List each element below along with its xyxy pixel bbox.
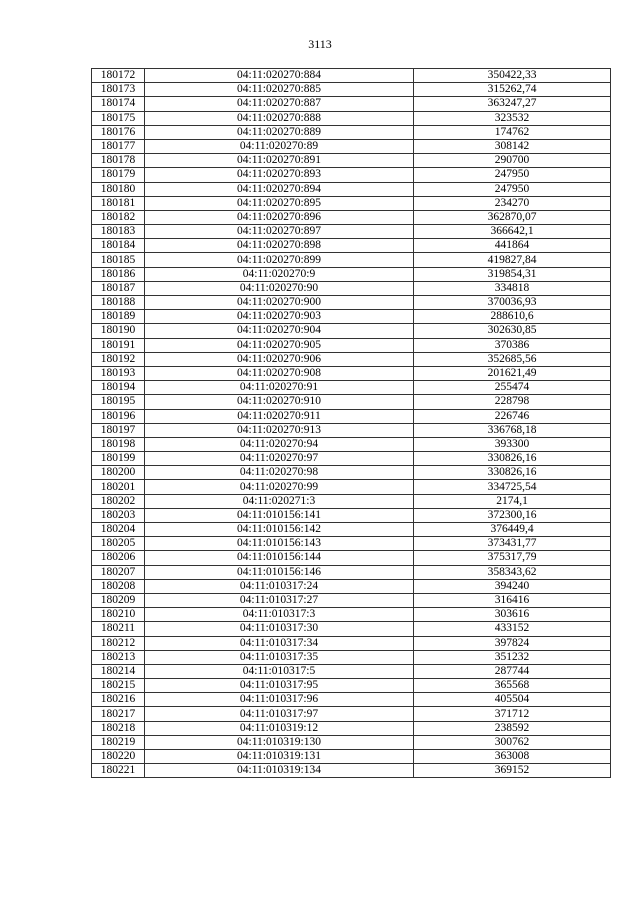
- row-number-cell: 180192: [92, 352, 145, 366]
- cadastral-number-cell: 04:11:010317:24: [145, 579, 414, 593]
- table-row: [92, 693, 611, 707]
- value-cell: 316416: [414, 593, 611, 607]
- value-cell: 397824: [414, 636, 611, 650]
- value-cell: 372300,16: [414, 508, 611, 522]
- row-number-cell: 180180: [92, 182, 145, 196]
- table-row: [92, 239, 611, 253]
- cadastral-number-cell: 04:11:020270:913: [145, 423, 414, 437]
- value-cell: 234270: [414, 196, 611, 210]
- value-cell: 323532: [414, 111, 611, 125]
- cadastral-number-cell: 04:11:020270:906: [145, 352, 414, 366]
- cadastral-number-cell: 04:11:010156:141: [145, 508, 414, 522]
- value-cell: 315262,74: [414, 83, 611, 97]
- table-row: [92, 125, 611, 139]
- value-cell: 358343,62: [414, 565, 611, 579]
- value-cell: 334818: [414, 281, 611, 295]
- value-cell: 201621,49: [414, 366, 611, 380]
- cadastral-number-cell: 04:11:020270:98: [145, 466, 414, 480]
- table-row: [92, 650, 611, 664]
- cadastral-number-cell: 04:11:020270:889: [145, 125, 414, 139]
- table-row: [92, 154, 611, 168]
- cadastral-number-cell: 04:11:020270:895: [145, 196, 414, 210]
- row-number-cell: 180187: [92, 281, 145, 295]
- value-cell: 290700: [414, 154, 611, 168]
- cadastral-number-cell: 04:11:010317:27: [145, 593, 414, 607]
- value-cell: 363008: [414, 750, 611, 764]
- cadastral-number-cell: 04:11:020270:903: [145, 310, 414, 324]
- row-number-cell: 180193: [92, 366, 145, 380]
- table-row: [92, 508, 611, 522]
- row-number-cell: 180211: [92, 622, 145, 636]
- row-number-cell: 180198: [92, 437, 145, 451]
- table-row: [92, 338, 611, 352]
- value-cell: 363247,27: [414, 97, 611, 111]
- cadastral-number-cell: 04:11:020270:887: [145, 97, 414, 111]
- row-number-cell: 180214: [92, 664, 145, 678]
- value-cell: 334725,54: [414, 480, 611, 494]
- cadastral-number-cell: 04:11:020270:893: [145, 168, 414, 182]
- row-number-cell: 180183: [92, 225, 145, 239]
- cadastral-number-cell: 04:11:020270:97: [145, 452, 414, 466]
- row-number-cell: 180220: [92, 750, 145, 764]
- table-row: [92, 664, 611, 678]
- row-number-cell: 180190: [92, 324, 145, 338]
- cadastral-number-cell: 04:11:010319:12: [145, 721, 414, 735]
- value-cell: 255474: [414, 381, 611, 395]
- row-number-cell: 180173: [92, 83, 145, 97]
- table-row: [92, 735, 611, 749]
- cadastral-number-cell: 04:11:010156:142: [145, 523, 414, 537]
- cadastral-number-cell: 04:11:020271:3: [145, 494, 414, 508]
- table-row: [92, 636, 611, 650]
- cadastral-number-cell: 04:11:010156:143: [145, 537, 414, 551]
- value-cell: 369152: [414, 764, 611, 778]
- table-row: [92, 437, 611, 451]
- cadastral-number-cell: 04:11:020270:99: [145, 480, 414, 494]
- row-number-cell: 180177: [92, 139, 145, 153]
- row-number-cell: 180210: [92, 608, 145, 622]
- table-row: [92, 494, 611, 508]
- table-row: [92, 622, 611, 636]
- value-cell: 247950: [414, 182, 611, 196]
- row-number-cell: 180176: [92, 125, 145, 139]
- value-cell: 405504: [414, 693, 611, 707]
- value-cell: 393300: [414, 437, 611, 451]
- table-row: [92, 523, 611, 537]
- table-row: [92, 83, 611, 97]
- row-number-cell: 180218: [92, 721, 145, 735]
- value-cell: 319854,31: [414, 267, 611, 281]
- table-row: [92, 324, 611, 338]
- table-row: [92, 480, 611, 494]
- row-number-cell: 180216: [92, 693, 145, 707]
- cadastral-number-cell: 04:11:010317:5: [145, 664, 414, 678]
- row-number-cell: 180213: [92, 650, 145, 664]
- row-number-cell: 180188: [92, 296, 145, 310]
- row-number-cell: 180182: [92, 210, 145, 224]
- value-cell: 350422,33: [414, 69, 611, 83]
- table-row: [92, 409, 611, 423]
- row-number-cell: 180185: [92, 253, 145, 267]
- cadastral-number-cell: 04:11:010317:30: [145, 622, 414, 636]
- row-number-cell: 180201: [92, 480, 145, 494]
- table-row: [92, 225, 611, 239]
- row-number-cell: 180178: [92, 154, 145, 168]
- value-cell: 300762: [414, 735, 611, 749]
- value-cell: 247950: [414, 168, 611, 182]
- row-number-cell: 180174: [92, 97, 145, 111]
- value-cell: 419827,84: [414, 253, 611, 267]
- table-row: [92, 764, 611, 778]
- table-row: [92, 69, 611, 83]
- cadastral-number-cell: 04:11:010319:134: [145, 764, 414, 778]
- value-cell: 228798: [414, 395, 611, 409]
- value-cell: 370386: [414, 338, 611, 352]
- row-number-cell: 180202: [92, 494, 145, 508]
- cadastral-number-cell: 04:11:020270:884: [145, 69, 414, 83]
- table-row: [92, 537, 611, 551]
- cadastral-number-cell: 04:11:020270:910: [145, 395, 414, 409]
- table-row: [92, 296, 611, 310]
- cadastral-number-cell: 04:11:010156:144: [145, 551, 414, 565]
- table-row: [92, 139, 611, 153]
- cadastral-number-cell: 04:11:020270:905: [145, 338, 414, 352]
- value-cell: 174762: [414, 125, 611, 139]
- table-row: [92, 395, 611, 409]
- table-row: [92, 310, 611, 324]
- value-cell: 366642,1: [414, 225, 611, 239]
- table-row: [92, 97, 611, 111]
- cadastral-number-cell: 04:11:020270:94: [145, 437, 414, 451]
- value-cell: 288610,6: [414, 310, 611, 324]
- cadastral-number-cell: 04:11:020270:90: [145, 281, 414, 295]
- value-cell: 394240: [414, 579, 611, 593]
- value-cell: 370036,93: [414, 296, 611, 310]
- cadastral-number-cell: 04:11:010317:97: [145, 707, 414, 721]
- cadastral-number-cell: 04:11:020270:894: [145, 182, 414, 196]
- row-number-cell: 180207: [92, 565, 145, 579]
- cadastral-number-cell: 04:11:020270:898: [145, 239, 414, 253]
- row-number-cell: 180221: [92, 764, 145, 778]
- value-cell: 238592: [414, 721, 611, 735]
- cadastral-number-cell: 04:11:010319:130: [145, 735, 414, 749]
- value-cell: 302630,85: [414, 324, 611, 338]
- cadastral-number-cell: 04:11:020270:904: [145, 324, 414, 338]
- row-number-cell: 180205: [92, 537, 145, 551]
- cadastral-number-cell: 04:11:020270:899: [145, 253, 414, 267]
- value-cell: 2174,1: [414, 494, 611, 508]
- table-row: [92, 210, 611, 224]
- row-number-cell: 180191: [92, 338, 145, 352]
- value-cell: 303616: [414, 608, 611, 622]
- table-row: [92, 196, 611, 210]
- table-row: [92, 551, 611, 565]
- value-cell: 371712: [414, 707, 611, 721]
- table-row: [92, 352, 611, 366]
- table-row: [92, 608, 611, 622]
- cadastral-number-cell: 04:11:020270:91: [145, 381, 414, 395]
- table-row: [92, 366, 611, 380]
- table-row: [92, 579, 611, 593]
- table-row: [92, 721, 611, 735]
- table-row: [92, 679, 611, 693]
- row-number-cell: 180189: [92, 310, 145, 324]
- table-row: [92, 423, 611, 437]
- table-row: [92, 182, 611, 196]
- table-row: [92, 466, 611, 480]
- row-number-cell: 180175: [92, 111, 145, 125]
- row-number-cell: 180184: [92, 239, 145, 253]
- cadastral-number-cell: 04:11:020270:888: [145, 111, 414, 125]
- row-number-cell: 180186: [92, 267, 145, 281]
- cadastral-number-cell: 04:11:020270:908: [145, 366, 414, 380]
- page-number: 3113: [308, 37, 332, 51]
- row-number-cell: 180179: [92, 168, 145, 182]
- table-row: [92, 593, 611, 607]
- row-number-cell: 180199: [92, 452, 145, 466]
- table-row: [92, 267, 611, 281]
- row-number-cell: 180219: [92, 735, 145, 749]
- value-cell: 330826,16: [414, 452, 611, 466]
- value-cell: 433152: [414, 622, 611, 636]
- row-number-cell: 180204: [92, 523, 145, 537]
- cadastral-number-cell: 04:11:010319:131: [145, 750, 414, 764]
- cadastral-number-cell: 04:11:020270:9: [145, 267, 414, 281]
- value-cell: 441864: [414, 239, 611, 253]
- row-number-cell: 180194: [92, 381, 145, 395]
- value-cell: 375317,79: [414, 551, 611, 565]
- cadastral-number-cell: 04:11:010317:3: [145, 608, 414, 622]
- cadastral-number-cell: 04:11:010317:95: [145, 679, 414, 693]
- table-row: [92, 381, 611, 395]
- cadastral-number-cell: 04:11:020270:885: [145, 83, 414, 97]
- table-row: [92, 253, 611, 267]
- value-cell: 376449,4: [414, 523, 611, 537]
- cadastral-number-cell: 04:11:020270:89: [145, 139, 414, 153]
- row-number-cell: 180172: [92, 69, 145, 83]
- table-row: [92, 750, 611, 764]
- value-cell: 351232: [414, 650, 611, 664]
- cadastral-number-cell: 04:11:010317:34: [145, 636, 414, 650]
- cadastral-number-cell: 04:11:020270:897: [145, 225, 414, 239]
- row-number-cell: 180195: [92, 395, 145, 409]
- cadastral-number-cell: 04:11:020270:896: [145, 210, 414, 224]
- table-row: [92, 168, 611, 182]
- cadastral-number-cell: 04:11:020270:911: [145, 409, 414, 423]
- row-number-cell: 180196: [92, 409, 145, 423]
- cadastral-number-cell: 04:11:020270:900: [145, 296, 414, 310]
- row-number-cell: 180200: [92, 466, 145, 480]
- cadastral-number-cell: 04:11:010317:96: [145, 693, 414, 707]
- table-row: [92, 281, 611, 295]
- value-cell: 336768,18: [414, 423, 611, 437]
- row-number-cell: 180206: [92, 551, 145, 565]
- cadastral-number-cell: 04:11:010317:35: [145, 650, 414, 664]
- registry-table: [91, 68, 611, 778]
- cadastral-number-cell: 04:11:020270:891: [145, 154, 414, 168]
- row-number-cell: 180197: [92, 423, 145, 437]
- row-number-cell: 180217: [92, 707, 145, 721]
- table-row: [92, 565, 611, 579]
- value-cell: 287744: [414, 664, 611, 678]
- row-number-cell: 180208: [92, 579, 145, 593]
- row-number-cell: 180215: [92, 679, 145, 693]
- value-cell: 330826,16: [414, 466, 611, 480]
- value-cell: 365568: [414, 679, 611, 693]
- table-row: [92, 452, 611, 466]
- value-cell: 362870,07: [414, 210, 611, 224]
- value-cell: 352685,56: [414, 352, 611, 366]
- registry-table-body: [92, 69, 611, 778]
- value-cell: 373431,77: [414, 537, 611, 551]
- row-number-cell: 180181: [92, 196, 145, 210]
- value-cell: 226746: [414, 409, 611, 423]
- cadastral-number-cell: 04:11:010156:146: [145, 565, 414, 579]
- row-number-cell: 180209: [92, 593, 145, 607]
- value-cell: 308142: [414, 139, 611, 153]
- row-number-cell: 180203: [92, 508, 145, 522]
- table-row: [92, 111, 611, 125]
- row-number-cell: 180212: [92, 636, 145, 650]
- table-row: [92, 707, 611, 721]
